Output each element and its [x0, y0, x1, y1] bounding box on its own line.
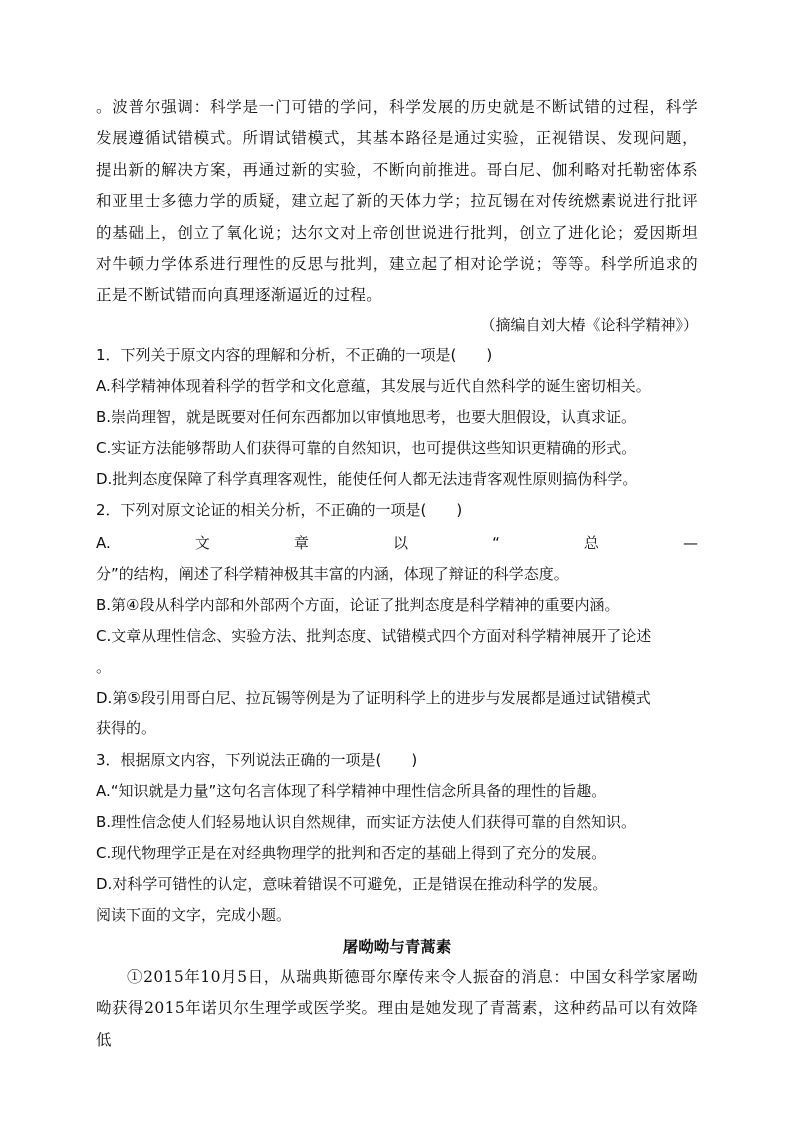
q2-a-part: A. [96, 534, 111, 552]
q2-option-a [96, 531, 698, 555]
q1-option-a: A.科学精神体现着科学的哲学和文化意蕴，其发展与近代自然科学的诞生密切相关。 [96, 377, 651, 395]
passage-paragraph: 。波普尔强调：科学是一门可错的学问，科学发展的历史就是不断试错的过程，科学发展遵循试错模式。所谓试错模式，其基本路径是通过实验，正视错误、发现问题，提出新的解决方案，再通过新的实验，不断向前推进。哥白尼、伽利略对托勒密体系和亚里士多德力学的质疑，建立起了新的天体力学；拉瓦锡在对传统燃素说进行批评的基础上，创立了氧化说；达尔文对上帝创世说进行批判，创立了进化论；爱因斯坦对牛顿力学体系进行理性的反思与批判，建立起了相对论学说；等等。科学所追求的正是不断试错而向真理逐渐逼近的过程。 [96, 98, 698, 305]
q2-option-c: C.文章从理性信念、实验方法、批判态度、试错模式四个方面对科学精神展开了论述 [96, 627, 652, 645]
q2-a-part: 以 [392, 534, 408, 552]
q3-option-d: D.对科学可错性的认定，意味着错误不可避免，正是错误在推动科学的发展。 [96, 875, 608, 893]
q2-a-part: 文 [194, 534, 210, 552]
q3-option-c: C.现代物理学正是在对经典物理学的批判和否定的基础上得到了充分的发展。 [96, 844, 607, 862]
q2-option-d: D.第⑤段引用哥白尼、拉瓦锡等例是为了证明科学上的进步与发展都是通过试错模式 [96, 689, 651, 707]
q2-a-part: “ [492, 534, 500, 552]
q2-option-c-continuation: 。 [96, 658, 112, 676]
q2-option-a-continuation: 分”的结构，阐述了科学精神极其丰富的内涵，体现了辩证的科学态度。 [96, 565, 569, 583]
q2-stem: 2．下列对原文论证的相关分析，不正确的一项是( ) [96, 501, 463, 519]
q3-stem: 3．根据原文内容，下列说法正确的一项是( ) [96, 751, 418, 769]
q1-option-d: D.批判态度保障了科学真理客观性，能使任何人都无法违背客观性原则搞伪科学。 [96, 470, 638, 488]
q3-option-a: A.“知识就是力量”这句名言体现了科学精神中理性信念所具备的理性的旨趣。 [96, 782, 607, 800]
q2-a-part: — [682, 534, 698, 552]
q3-option-b: B.理性信念使人们轻易地认识自然规律，而实证方法使人们获得可靠的自然知识。 [96, 813, 637, 831]
article-paragraph-1: ①2015年10月5日，从瑞典斯德哥尔摩传来令人振奋的消息：中国女科学家屠呦呦获得2015年诺贝尔生理学或医学奖。理由是她发现了青蒿素，这种药品可以有效降低 [96, 968, 698, 1049]
q1-stem: 1．下列关于原文内容的理解和分析，不正确的一项是( ) [96, 346, 493, 364]
q2-option-d-continuation: 获得的。 [96, 719, 157, 737]
article-title: 屠呦呦与青蒿素 [342, 937, 452, 956]
passage-source: （摘编自刘大椿《论科学精神》） [480, 316, 698, 334]
reading-instruction: 阅读下面的文字，完成小题。 [96, 906, 292, 924]
q1-option-b: B.崇尚理智，就是既要对任何东西都加以审慎地思考，也要大胆假设，认真求证。 [96, 408, 637, 426]
q2-a-part: 总 [583, 534, 599, 552]
q2-option-b: B.第④段从科学内部和外部两个方面，论证了批判态度是科学精神的重要内涵。 [96, 596, 620, 614]
q2-a-part: 章 [293, 534, 309, 552]
q1-option-c: C.实证方法能够帮助人们获得可靠的自然知识，也可提供这些知识更精确的形式。 [96, 439, 637, 457]
